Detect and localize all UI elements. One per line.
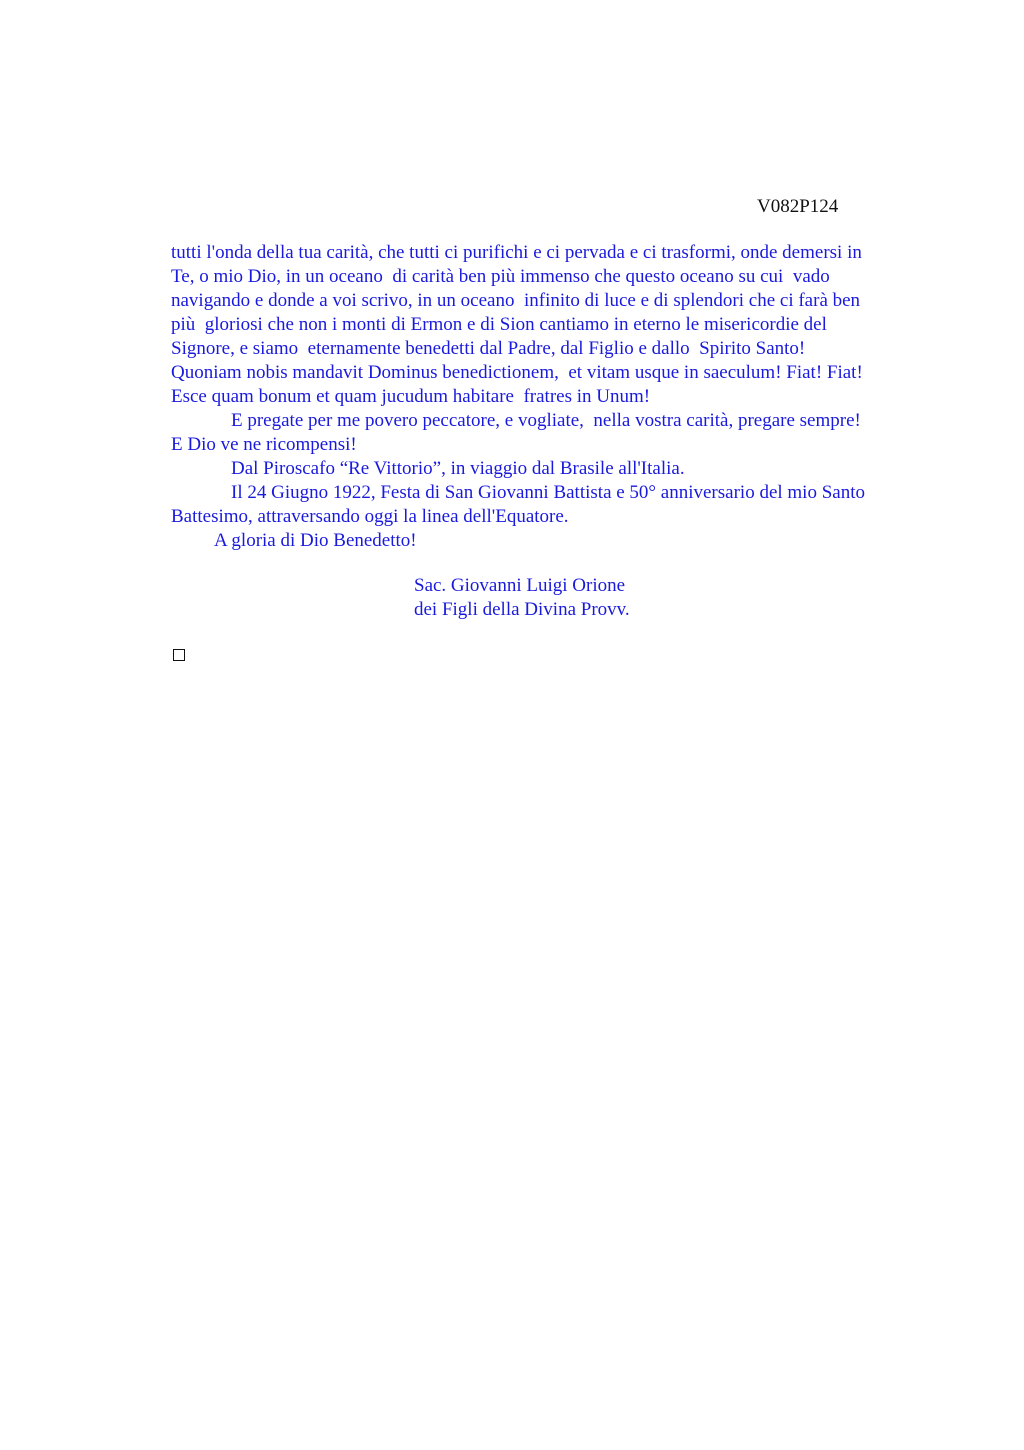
text-line: Battesimo, attraversando oggi la linea dell'Equatore.	[171, 506, 569, 527]
text-line: E Dio ve ne ricompensi!	[171, 434, 357, 455]
signature-block	[414, 574, 630, 622]
text-line: E pregate per me povero peccatore, e vogliate, nella vostra carità, pregare sempre!	[231, 410, 861, 431]
text-line: navigando e donde a voi scrivo, in un oceano infinito di luce e di splendori che ci farà ben	[171, 290, 861, 311]
text-line: Dal Piroscafo “Re Vittorio”, in viaggio dal Brasile all'Italia.	[231, 458, 685, 479]
text-line: Quoniam nobis mandavit Dominus benedictionem, et vitam usque in saeculum! Fiat! Fiat!	[171, 362, 863, 383]
text-line: Te, o mio Dio, in un oceano di carità ben più immenso che questo oceano su cui vado	[171, 266, 830, 287]
signature-name: Sac. Giovanni Luigi Orione	[414, 575, 626, 596]
text-line: Il 24 Giugno 1922, Festa di San Giovanni Battista e 50° anniversario del mio Santo	[231, 482, 865, 503]
page-code: V082P124	[757, 196, 839, 217]
text-line: Esce quam bonum et quam jucudum habitare fratres in Unum!	[171, 386, 651, 407]
signature-congregation: dei Figli della Divina Provv.	[414, 599, 630, 620]
text-line: tutti l'onda della tua carità, che tutti ci purifichi e ci pervada e ci trasformi, onde demersi in	[171, 242, 862, 263]
letter-body	[171, 241, 931, 553]
end-square-icon	[173, 649, 185, 661]
text-line: A gloria di Dio Benedetto!	[214, 530, 417, 551]
text-line: più gloriosi che non i monti di Ermon e di Sion cantiamo in eterno le misericordie del	[171, 314, 827, 335]
text-line: Signore, e siamo eternamente benedetti dal Padre, dal Figlio e dallo Spirito Santo!	[171, 338, 806, 359]
